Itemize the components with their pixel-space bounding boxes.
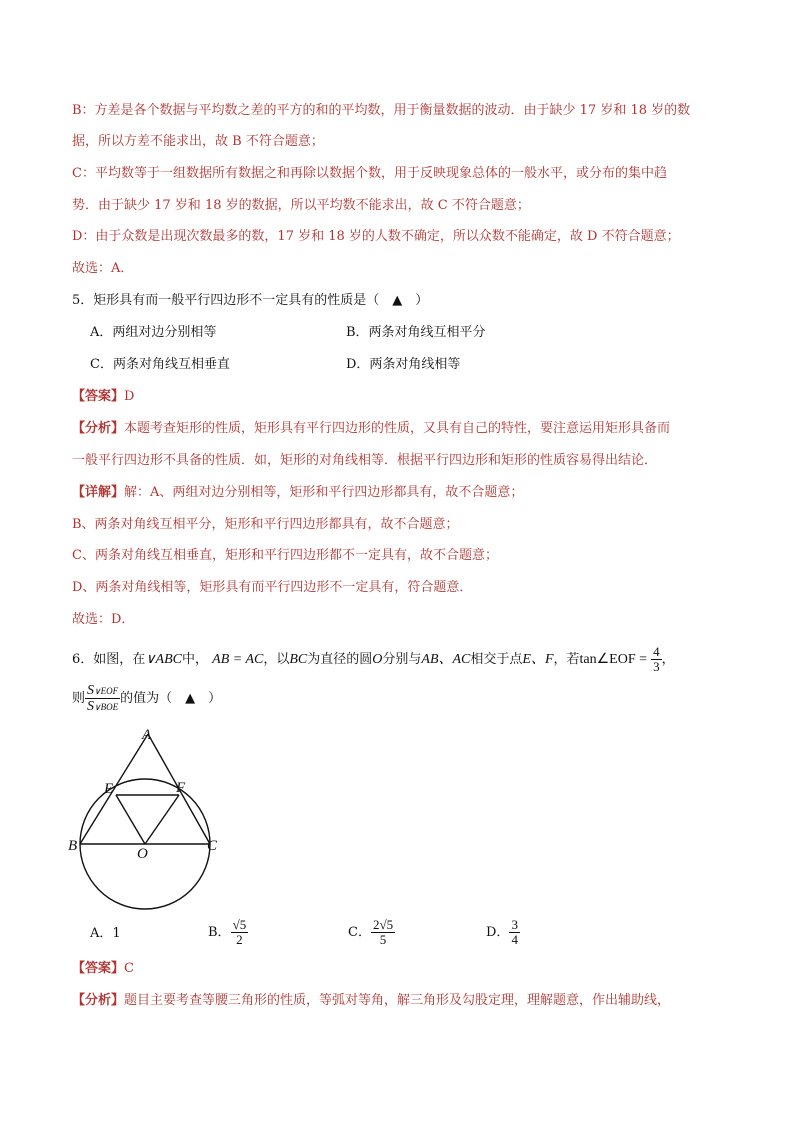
q5-option-c: C．两条对角线互相垂直 bbox=[90, 357, 230, 372]
q6-answer-value: C bbox=[124, 961, 134, 976]
q6-stem-text: ，以 bbox=[263, 652, 290, 667]
q6-stem-text: 6．如图，在 bbox=[72, 652, 146, 667]
q6-analysis-tag: 【分析】 bbox=[72, 993, 125, 1008]
q4-c-line-2: 势．由于缺少 17 岁和 18 岁的数据，所以平均数不能求出，故 C 不符合题意； bbox=[72, 198, 530, 213]
q5-analysis-line-1 bbox=[72, 420, 670, 438]
q6-points-ef: E、F bbox=[522, 652, 554, 667]
q6-equal-sides: AB = AC bbox=[212, 652, 264, 667]
q5-detail-d: D、两条对角线相等，矩形具有而平行四边形不一定具有，符合题意． bbox=[72, 580, 473, 595]
q6-circle-o: O bbox=[372, 652, 383, 667]
label-o: O bbox=[137, 846, 148, 862]
q6-geometry-figure bbox=[66, 720, 236, 910]
q6-option-d: D． $\frac{3}{4}$ bbox=[486, 917, 518, 947]
segment-fo bbox=[145, 795, 179, 844]
q4-b-line-2: 据，所以方差不能求出，故 B 不符合题意； bbox=[72, 134, 324, 149]
q4-c-line-1: C：平均数等于一组数据所有数据之和再除以数据个数，用于反映现象总体的一般水平，或分布的集中趋 bbox=[72, 166, 667, 181]
q6-stem-text: 中， bbox=[181, 652, 208, 667]
q6-bc: BC bbox=[289, 652, 308, 667]
q6-stem-text: 为直径的圆 bbox=[307, 652, 373, 667]
q6-stem-text: 相交于点 bbox=[470, 652, 523, 667]
q5-option-d: D．两条对角线相等 bbox=[346, 357, 461, 372]
q6-ab-ac: AB、AC bbox=[421, 652, 471, 667]
q6-option-d-fraction: $\frac{3}{4}$ bbox=[511, 917, 518, 947]
q5-stem: 5．矩形具有而一般平行四边形不一定具有的性质是（ ▲ ） bbox=[72, 293, 429, 308]
q5-option-a: A．两组对边分别相等 bbox=[90, 325, 217, 340]
label-a: A bbox=[142, 727, 152, 743]
q6-stem-line-2 bbox=[72, 683, 221, 714]
q6-option-c-fraction: $\frac{2√5}{5}$ bbox=[372, 917, 394, 947]
label-e: E bbox=[104, 781, 114, 797]
q6-stem-text: 分别与 bbox=[382, 652, 422, 667]
q4-d-line: D：由于众数是出现次数最多的数，17 岁和 18 岁的人数不确定，所以众数不能确定，故 D 不符合题意； bbox=[72, 229, 680, 244]
q6-option-b: B． $\frac{√5}{2}$ bbox=[208, 917, 247, 947]
q6-tan-expression: tan∠EOF = bbox=[579, 652, 648, 667]
q5-answer bbox=[72, 388, 134, 406]
q4-choice: 故选：A． bbox=[72, 261, 134, 276]
q5-detail-a bbox=[72, 484, 523, 502]
q5-detail-c: C、两条对角线互相垂直，矩形和平行四边形都不一定具有，故不合题意； bbox=[72, 548, 498, 563]
q5-option-b: B．两条对角线互相平分 bbox=[346, 325, 486, 340]
q6-answer-tag: 【答案】 bbox=[72, 961, 125, 976]
q6-option-a: A．1 bbox=[90, 926, 121, 941]
side-ab bbox=[80, 734, 148, 844]
q6-option-b-fraction: $\frac{√5}{2}$ bbox=[232, 917, 247, 947]
q5-answer-tag: 【答案】 bbox=[72, 389, 125, 404]
label-c: C bbox=[207, 838, 218, 854]
label-b: B bbox=[68, 838, 78, 854]
q6-option-c: C． $\frac{2√5}{5}$ bbox=[348, 917, 394, 947]
q5-analysis-text-1: 本题考查矩形的性质，矩形具有平行四边形的性质，又具有自己的特性，要注意运用矩形具备而 bbox=[124, 421, 671, 436]
q6-area-ratio: $\frac{\text{S∨EOF}}{\text{S∨BOE}}$ bbox=[87, 683, 119, 714]
q5-detail-b: B、两条对角线互相平分，矩形和平行四边形都具有，故不合题意； bbox=[72, 517, 459, 532]
q6-answer bbox=[72, 960, 134, 978]
q5-detail-a-text: 解：A、两组对边分别相等，矩形和平行四边形都具有，故不合题意； bbox=[124, 485, 524, 500]
q4-b-line-1: B：方差是各个数据与平均数之差的平方的和的平均数，用于衡量数据的波动．由于缺少 17 岁和 18 岁的数 bbox=[72, 103, 691, 118]
q6-stem-text: ，若 bbox=[553, 652, 580, 667]
q6-analysis-text-1: 题目主要考查等腰三角形的性质，等弧对等角，解三角形及勾股定理，理解题意，作出辅助线， bbox=[124, 993, 671, 1008]
q6-stem-line-1 bbox=[72, 645, 675, 674]
q5-analysis-tag: 【分析】 bbox=[72, 421, 125, 436]
q6-triangle-symbol: ∨ABC bbox=[145, 652, 182, 667]
q5-analysis-line-2: 一般平行四边形不具备的性质．如，矩形的对角线相等．根据平行四边形和矩形的性质容易得出结论． bbox=[72, 453, 658, 468]
q5-detail-tag: 【详解】 bbox=[72, 485, 125, 500]
q6-analysis-line-1 bbox=[72, 992, 670, 1010]
q5-answer-value: D bbox=[124, 389, 135, 404]
q5-choice: 故选：D． bbox=[72, 612, 135, 627]
q6-tan-fraction: $\frac{4}{3}$ bbox=[653, 644, 660, 674]
label-f: F bbox=[176, 780, 186, 796]
segment-eo bbox=[116, 795, 145, 844]
q6-stem-text: 的值为（ ▲ ） bbox=[120, 691, 222, 706]
q6-stem-text: 则 bbox=[72, 691, 86, 706]
q6-stem-text: ， bbox=[661, 652, 675, 667]
